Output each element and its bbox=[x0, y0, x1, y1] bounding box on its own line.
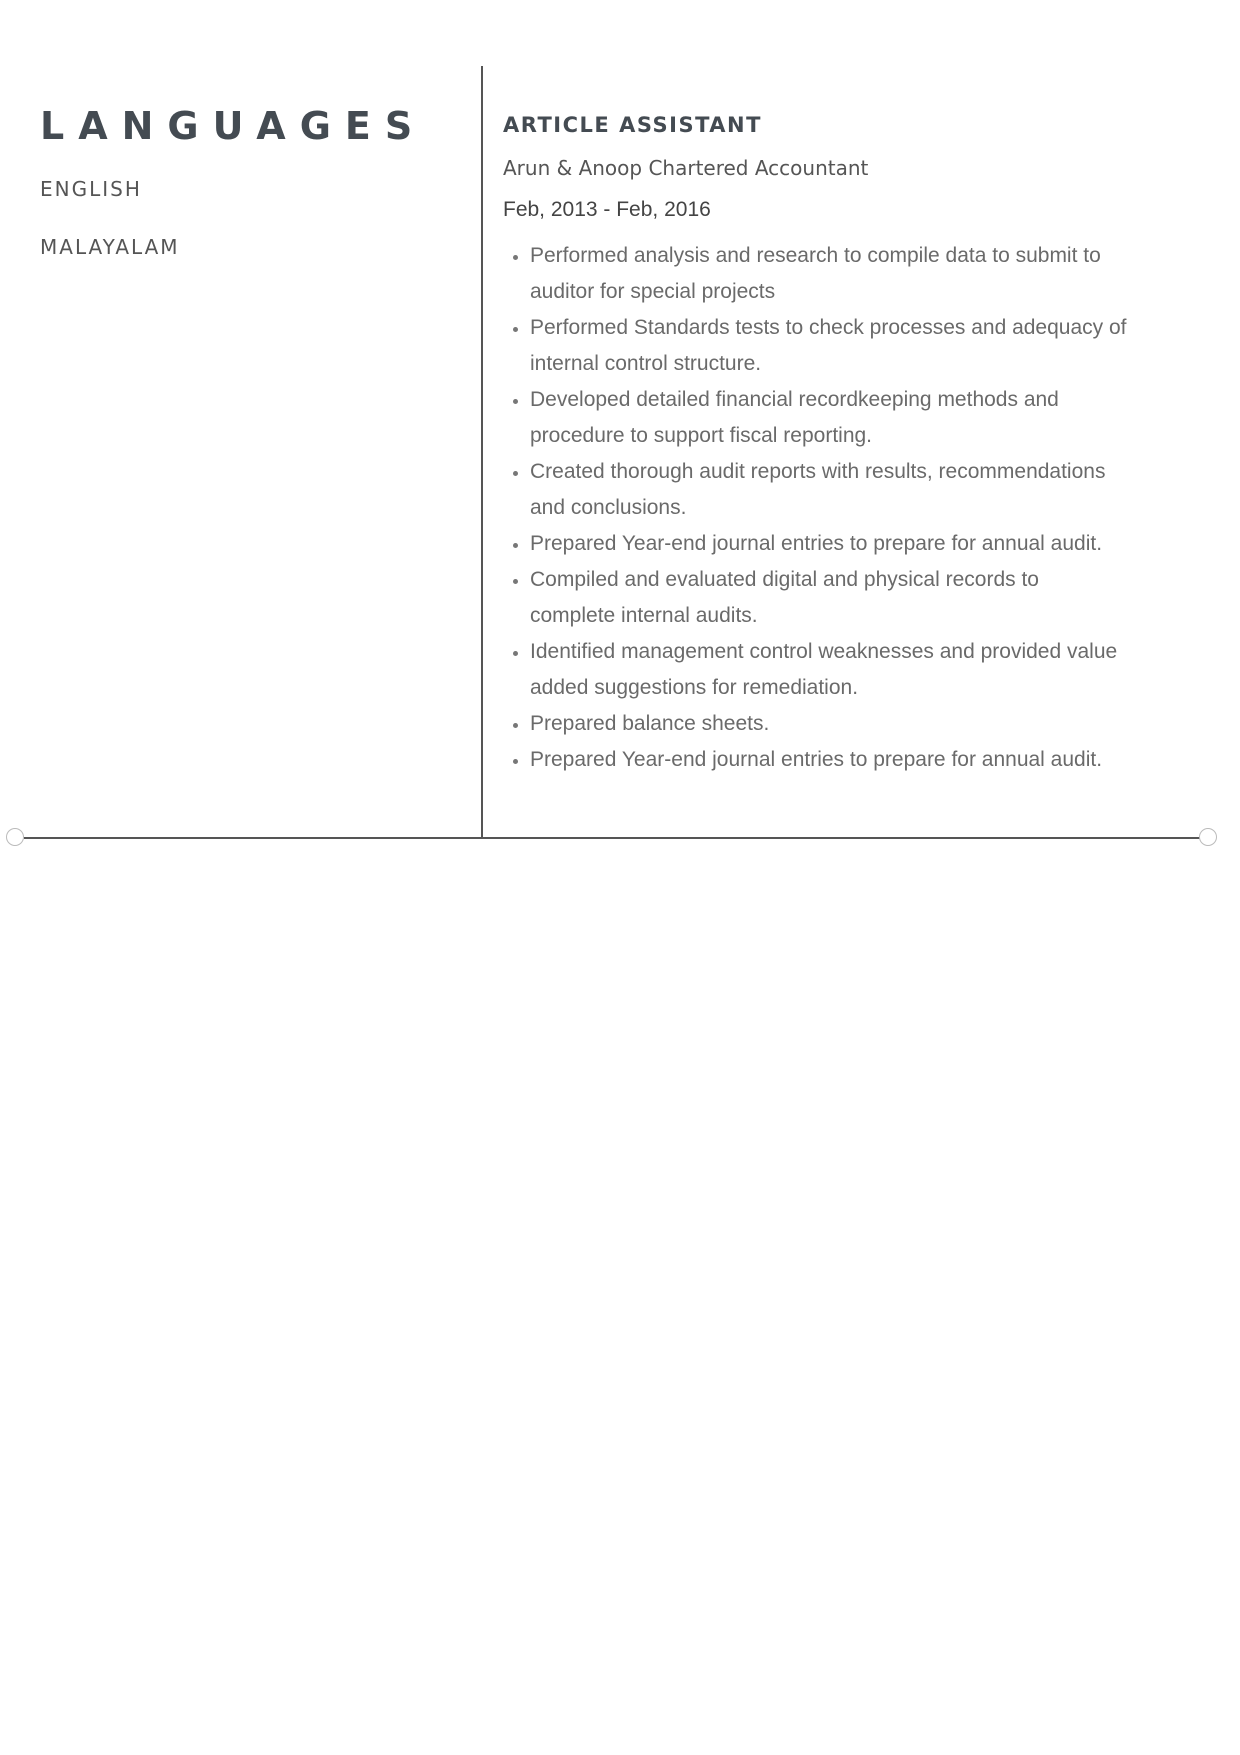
language-item: MALAYALAM bbox=[40, 235, 180, 259]
responsibility-item: • Prepared Year-end journal entries to prepare for annual audit. bbox=[530, 526, 1130, 562]
section-divider bbox=[24, 837, 1206, 839]
responsibility-item: • Prepared balance sheets. bbox=[530, 706, 1130, 742]
languages-heading: LANGUAGES bbox=[40, 104, 427, 148]
job-title: ARTICLE ASSISTANT bbox=[503, 113, 762, 137]
divider-end-circle-left-icon bbox=[6, 828, 24, 846]
divider-end-circle-right-icon bbox=[1199, 828, 1217, 846]
languages-list bbox=[40, 176, 460, 260]
responsibility-item: • Developed detailed financial recordkeeping methods and procedure to support fiscal reporting. bbox=[530, 382, 1130, 454]
languages-section bbox=[40, 100, 460, 292]
responsibility-item: • Performed Standards tests to check processes and adequacy of internal control structure. bbox=[530, 310, 1130, 382]
responsibility-item: • Prepared Year-end journal entries to prepare for annual audit. bbox=[530, 742, 1130, 778]
employment-dates: Feb, 2013 - Feb, 2016 bbox=[503, 198, 711, 221]
column-divider bbox=[481, 66, 483, 839]
experience-section bbox=[503, 110, 1143, 778]
responsibility-item: • Performed analysis and research to compile data to submit to auditor for special projects bbox=[530, 238, 1130, 310]
company-name: Arun & Anoop Chartered Accountant bbox=[503, 156, 869, 180]
responsibility-item: • Compiled and evaluated digital and physical records to complete internal audits. bbox=[530, 562, 1130, 634]
responsibility-item: • Identified management control weaknesses and provided value added suggestions for remediation. bbox=[530, 634, 1130, 706]
responsibility-item: • Created thorough audit reports with results, recommendations and conclusions. bbox=[530, 454, 1130, 526]
responsibilities-list bbox=[503, 238, 1130, 778]
language-item: ENGLISH bbox=[40, 177, 142, 201]
